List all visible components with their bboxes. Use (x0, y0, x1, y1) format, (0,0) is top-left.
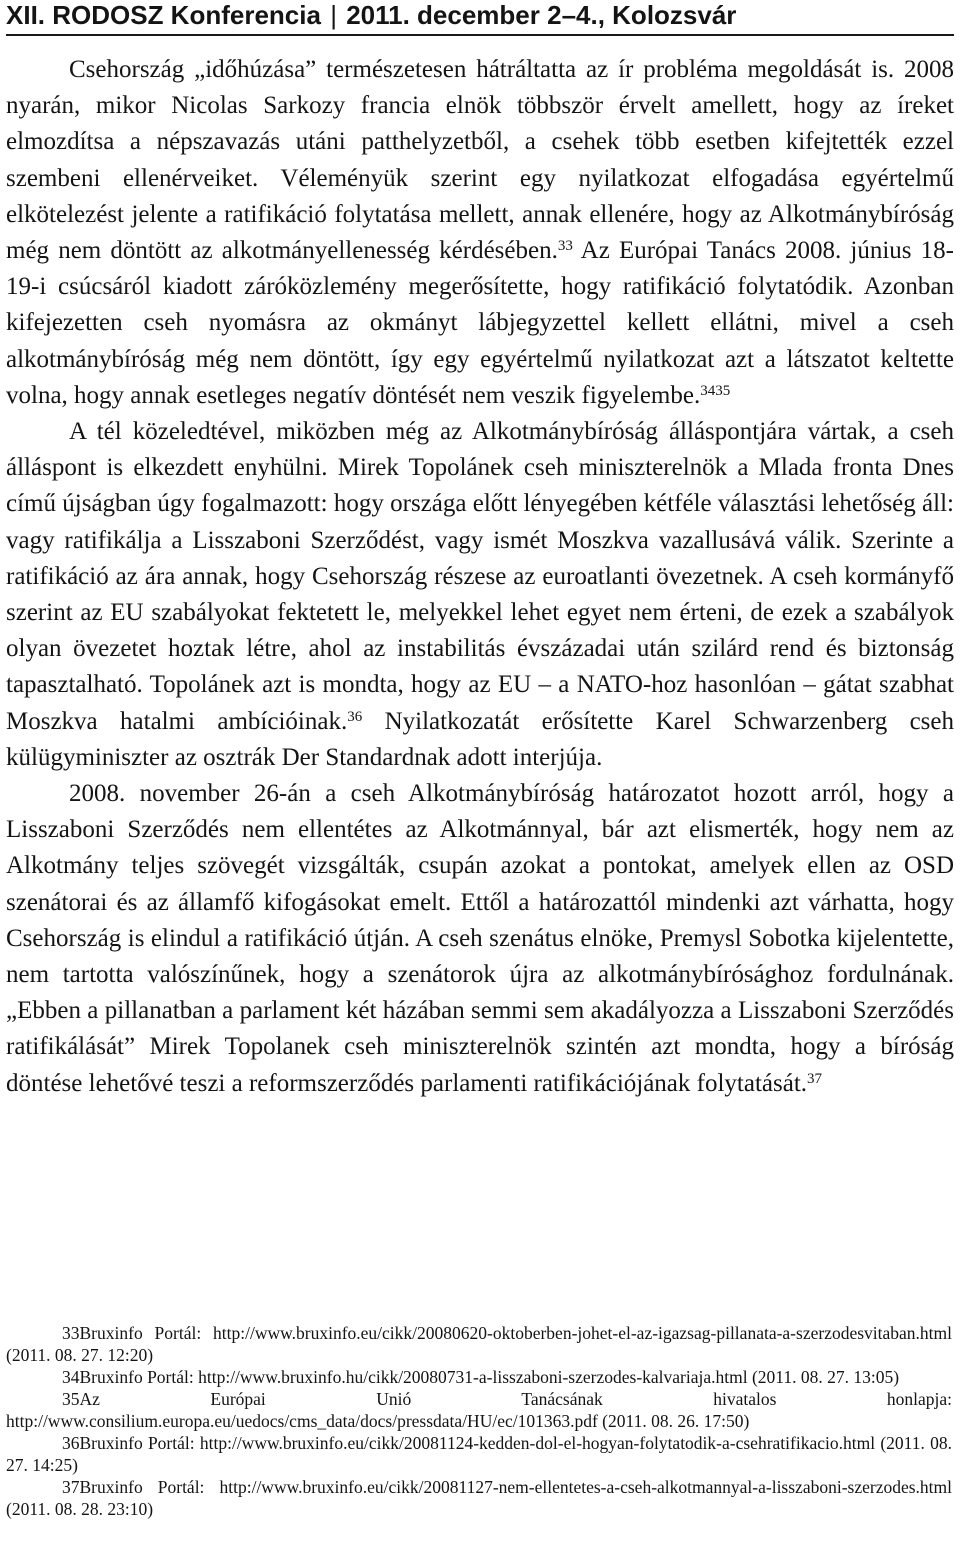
paragraph-2 (6, 414, 954, 776)
footnote-ref-3435[interactable]: 3435 (700, 382, 731, 399)
paragraph-3 (6, 776, 954, 1102)
paragraph-2-text-a: A tél közeledtével, miközben még az Alkotmánybíróság álláspontjára vártak, a cseh álláspont is elkezdett enyhülni. Mirek Topolánek cseh miniszterelnök a Mlada fronta Dnes című újságban úgy fogalmazott: hogy országa előtt lényegében kétféle választási lehetőség áll: vagy ratifikálja a Lisszaboni Szerződést, vagy ismét Moszkva vazallusává válik. Szerinte a ratifikáció az ára annak, hogy Csehország részese az euroatlanti övezetnek. A cseh kormányfő szerint az EU szabályokat fektetett le, melyekkel lehet egyet nem érteni, de ezek a szabályok olyan övezetet hoztak létre, ahol az instabilitás évszázadai után szilárd rend és biztonság tapasztalható. Topolánek azt is mondta, hogy az EU – a NATO-hoz hasonlóan – gátat szabhat Moszkva hatalmi ambícióinak. (6, 418, 954, 735)
paragraph-2-text-b: Nyilatkozatát erősítette Karel Schwarzenberg cseh külügyminiszter az osztrák Der Standardnak adott interjúja. (6, 707, 954, 771)
footnote-number: 33 (62, 1323, 80, 1343)
paragraph-1-text-a: Csehország „időhúzása” természetesen hátráltatta az ír probléma megoldását is. 2008 nyarán, mikor Nicolas Sarkozy francia elnök többször érvelt amellett, hogy az íreket elmozdítsa a népszavazás utáni patthelyzetből, a csehek több esetben kifejtették ezzel szembeni ellenérveiket. Véleményük szerint egy nyilatkozat elfogadása egyértelmű elkötelezést jelente a ratifikáció folytatása mellett, annak ellenére, hogy az Alkotmánybíróság még nem döntött az alkotmányellenesség kérdésében. (6, 56, 954, 265)
conference-title: XII. RODOSZ Konferencia (6, 0, 321, 30)
body-text (6, 52, 954, 1102)
footnote-text: Bruxinfo Portál: http://www.bruxinfo.eu/cikk/20081124-kedden-dol-el-hogyan-folytatodik-a-csehratifikacio.html (2011. 08. 27. 14:25) (6, 1433, 952, 1475)
footnote-number: 34 (62, 1367, 80, 1387)
footnote (6, 1322, 952, 1366)
footnote-text: Bruxinfo Portál: http://www.bruxinfo.hu/cikk/20080731-a-lisszaboni-szerzodes-kalvariaja.html (2011. 08. 27. 13:05) (79, 1367, 900, 1387)
paragraph-3-text: 2008. november 26-án a cseh Alkotmánybíróság határozatot hozott arról, hogy a Lisszaboni Szerződés nem ellentétes az Alkotmánnyal, bár azt elismerték, hogy nem az Alkotmány teljes szövegét vizsgálták, csupán azokat a pontokat, amelyek ellen az OSD szenátorai és az államfő kifogásokat emelt. Ettől a határozattól mindenki azt várhatta, hogy Csehország is elindul a ratifikáció útján. A cseh szenátus elnöke, Premysl Sobotka kijelentette, nem tartotta valószínűnek, hogy a szenátorok újra az alkotmánybírósághoz fordulnának. „Ebben a pillanatban a parlament két házában semmi sem akadályozza a Lisszaboni Szerződés ratifikálását” Mirek Topolanek cseh miniszterelnök szintén azt mondta, hogy a bíróság döntése lehetővé teszi a reformszerződés parlamenti ratifikációjának folytatását. (6, 780, 954, 1097)
footnote (6, 1432, 952, 1476)
footnote-text: Bruxinfo Portál: http://www.bruxinfo.eu/cikk/20081127-nem-ellentetes-a-cseh-alkotmannyal-a-lisszaboni-szerzodes.html (2011. 08. 28. 23:10) (6, 1477, 952, 1519)
running-header (6, 0, 954, 36)
footnote (6, 1366, 952, 1388)
footnote-number: 36 (62, 1433, 80, 1453)
footnote (6, 1476, 952, 1520)
paragraph-1 (6, 52, 954, 414)
conference-date-place: 2011. december 2–4., Kolozsvár (346, 0, 737, 30)
header-separator: | (330, 0, 337, 30)
footnote-ref-37[interactable]: 37 (807, 1070, 823, 1087)
footnotes (6, 1322, 952, 1520)
footnote (6, 1388, 952, 1432)
footnote-text: Bruxinfo Portál: http://www.bruxinfo.eu/cikk/20080620-oktoberben-johet-el-az-igazsag-pillanata-a-szerzodesvitaban.html (2011. 08. 27. 12:20) (6, 1323, 952, 1365)
paragraph-1-text-b: Az Európai Tanács 2008. június 18-19-i csúcsáról kiadott záróközlemény megerősítette, hogy ratifikáció folytatódik. Azonban kifejezetten cseh nyomásra az okmányt lábjegyzettel kellett ellátni, mivel a cseh alkotmánybíróság még nem döntött, így egy egyértelmű nyilatkozat azt a látszatot keltette volna, hogy annak esetleges negatív döntését nem veszik figyelembe. (6, 237, 954, 409)
footnote-text: Az Európai Unió Tanácsának hivatalos honlapja: http://www.consilium.europa.eu/uedocs/cms_data/docs/pressdata/HU/ec/101363.pdf (2011. 08. 26. 17:50) (6, 1389, 952, 1431)
footnote-ref-33[interactable]: 33 (557, 238, 573, 255)
footnote-number: 37 (62, 1477, 80, 1497)
footnote-number: 35 (62, 1389, 80, 1409)
footnote-ref-36[interactable]: 36 (347, 708, 363, 725)
